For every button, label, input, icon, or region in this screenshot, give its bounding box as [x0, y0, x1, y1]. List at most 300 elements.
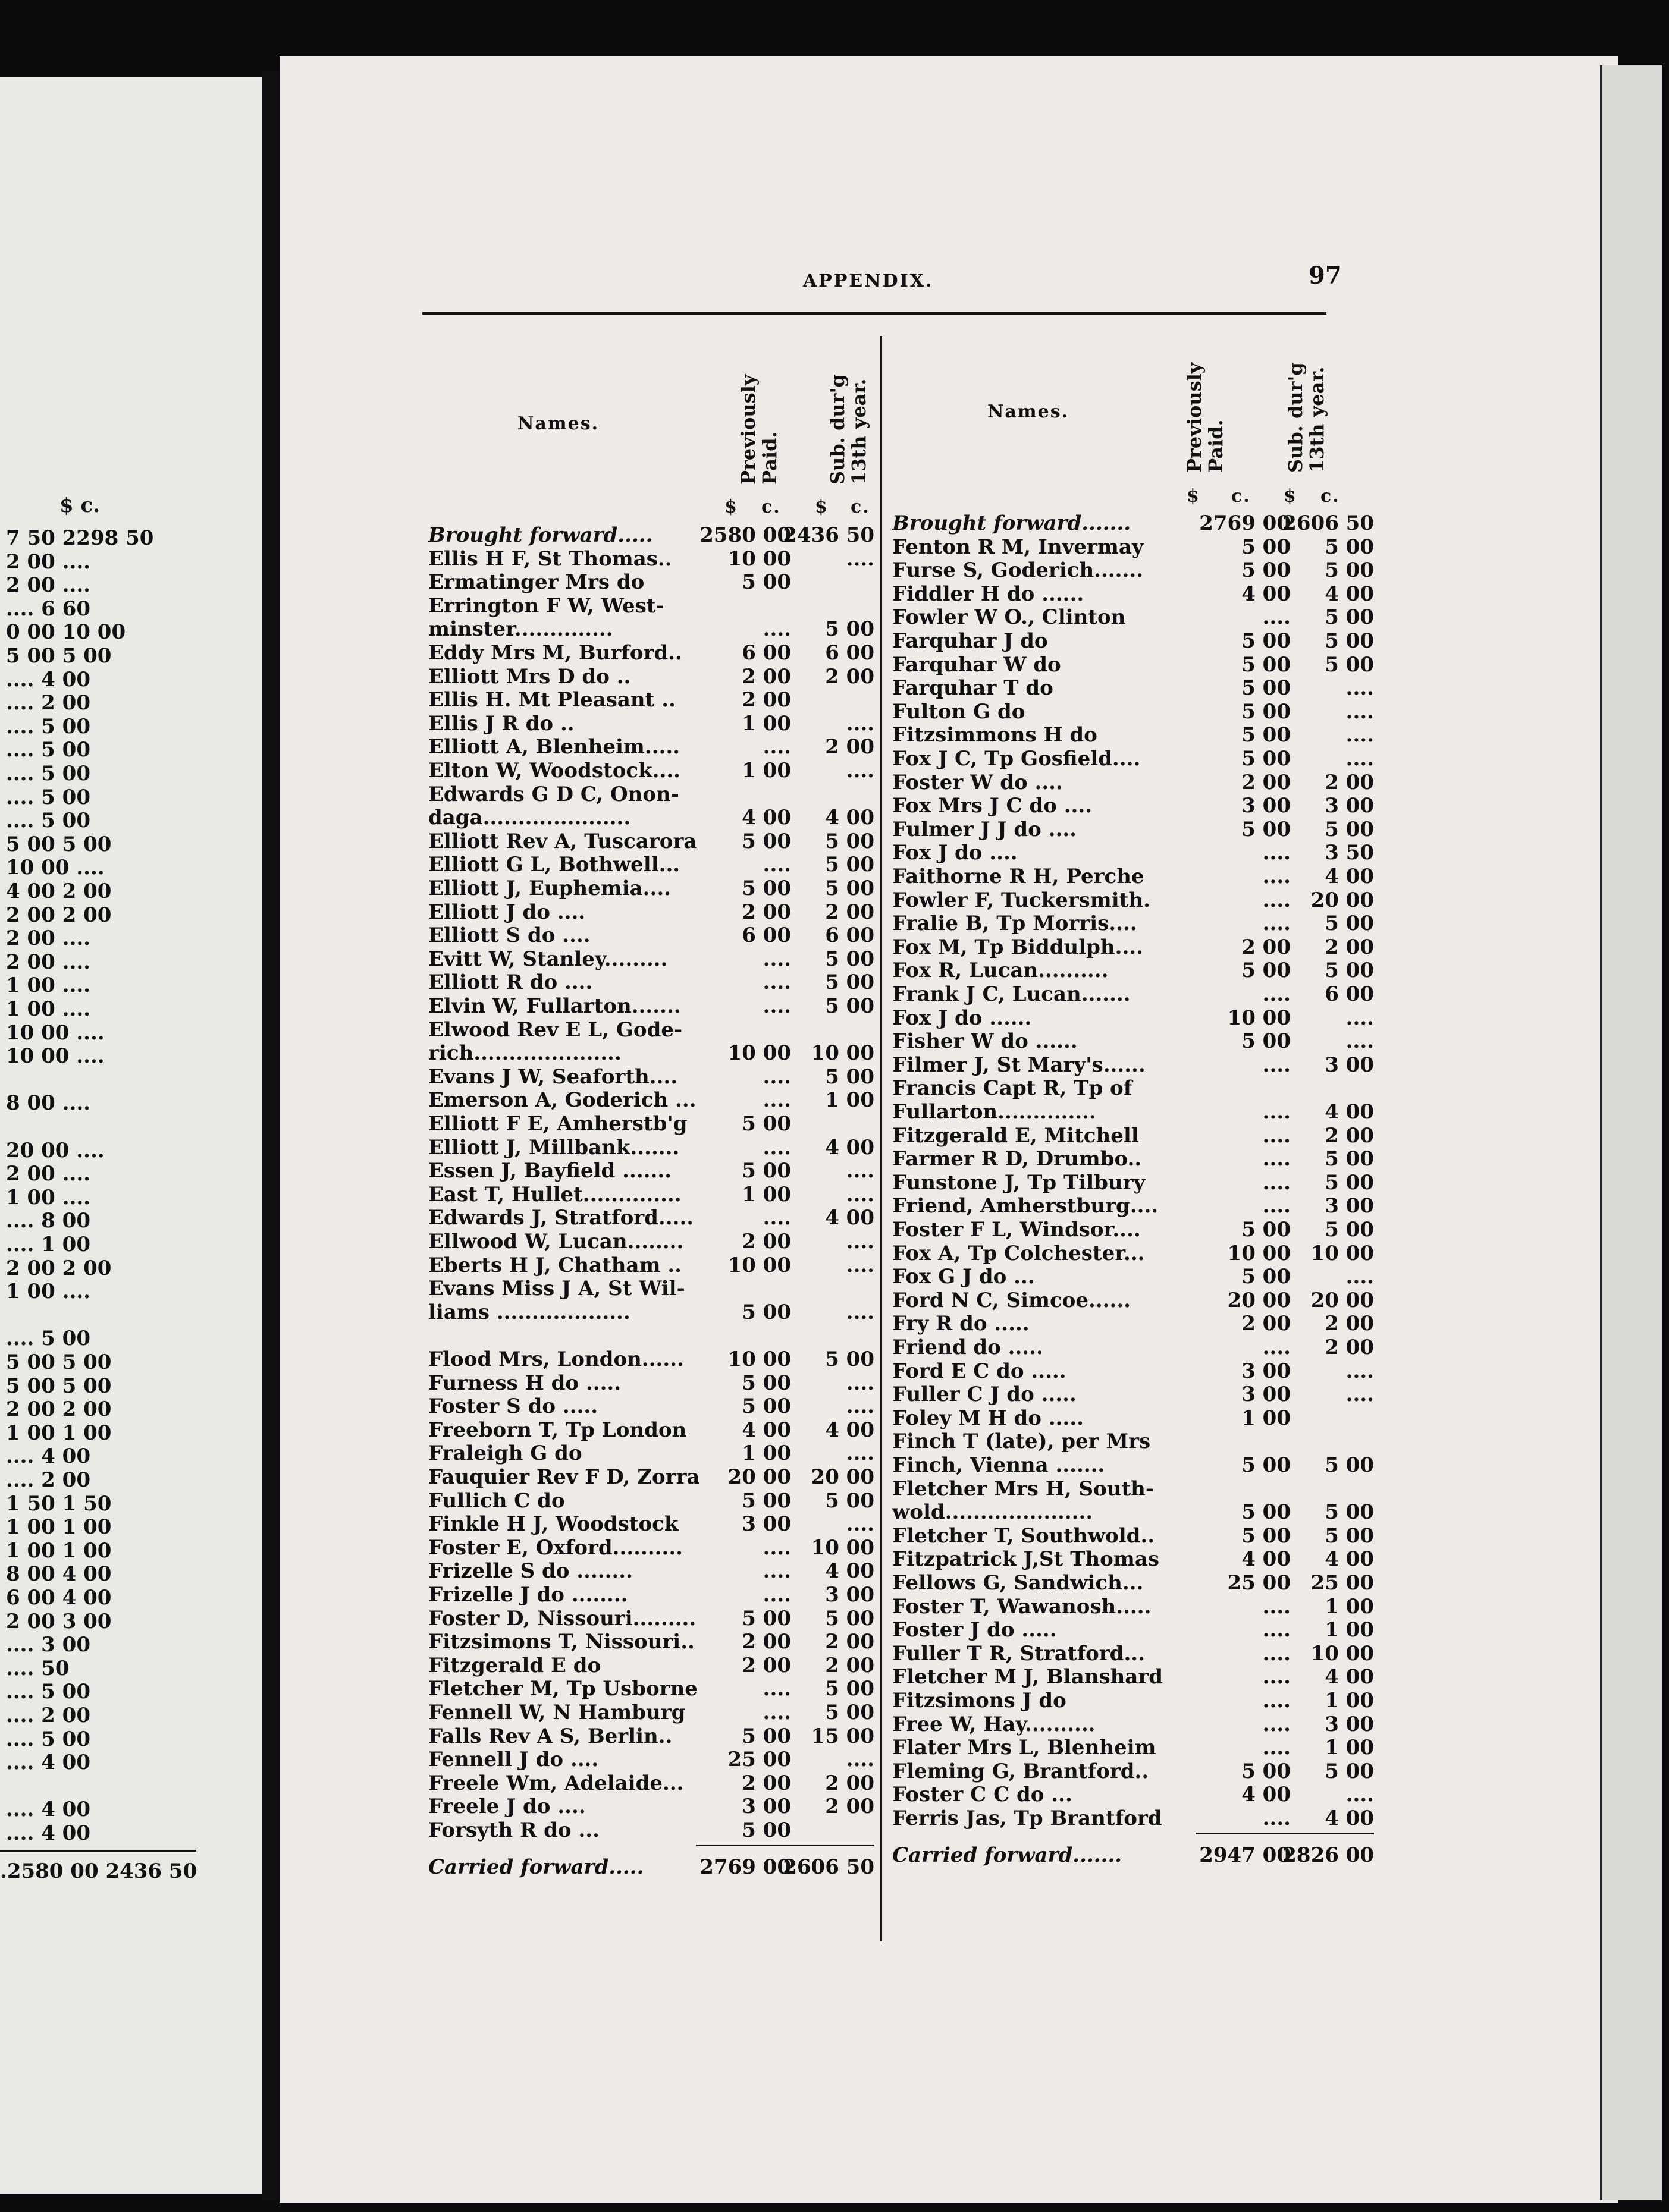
subscription-value: 6 00 — [825, 923, 874, 948]
entry-name: Edwards J, Stratford..... — [428, 1206, 694, 1230]
table-row — [892, 1053, 1380, 1077]
subscription-value: .... — [1345, 1359, 1374, 1383]
subscription-value: 5 00 — [1325, 1453, 1374, 1477]
entry-name: Farquhar J do — [892, 629, 1048, 653]
subscription-value: .... — [1345, 1382, 1374, 1407]
previously-paid-value: .... — [1262, 1594, 1291, 1619]
subscription-value: .... — [846, 1394, 874, 1419]
subscription-value: 5 00 — [825, 1064, 874, 1089]
previously-paid-value: 10 00 — [727, 1253, 791, 1277]
table-row — [428, 735, 880, 759]
previously-paid-value: 5 00 — [1241, 652, 1291, 677]
entry-name: Fox J do ...... — [892, 1006, 1032, 1030]
subscription-value: 25 00 — [1310, 1571, 1374, 1595]
previously-paid-value: 25 00 — [727, 1748, 791, 1772]
entry-name: Essen J, Bayfield ....... — [428, 1159, 672, 1183]
entry-name: East T, Hullet.............. — [428, 1182, 682, 1206]
table-row — [428, 830, 880, 853]
entry-name: Fox Mrs J C do .... — [892, 794, 1093, 818]
table-row — [892, 1429, 1380, 1453]
sub-13th-header-left: Sub. dur'g 13th year. — [826, 374, 870, 485]
entry-name: Francis Capt R, Tp of — [892, 1076, 1132, 1101]
table-row — [428, 900, 880, 924]
left-page-row: 5 00 5 00 — [6, 644, 112, 668]
subscription-value: .... — [846, 1159, 874, 1183]
previously-paid-value: 2580 00 — [699, 523, 791, 547]
table-row — [428, 712, 880, 736]
entry-name: Frank J C, Lucan....... — [892, 982, 1131, 1006]
entry-name: Furse S, Goderich....... — [892, 558, 1144, 583]
previously-paid-value: .... — [1262, 865, 1291, 888]
left-page-row: 2 00 2 00 — [6, 903, 112, 927]
subscription-value: 5 00 — [825, 1677, 874, 1701]
table-row — [892, 1571, 1380, 1595]
entry-name: Fennell J do .... — [428, 1748, 599, 1772]
entry-name: Foster S do ..... — [428, 1394, 598, 1419]
subscription-value: .... — [1345, 676, 1374, 700]
cents-left-sub: c. — [851, 497, 870, 517]
table-row — [428, 1654, 880, 1677]
entry-name: Elton W, Woodstock.... — [428, 759, 681, 783]
table-row — [428, 1088, 880, 1112]
dollar-left-sub: $ — [815, 497, 829, 517]
table-row — [428, 1112, 880, 1136]
previously-paid-value: .... — [1262, 1712, 1291, 1736]
previously-paid-value: 20 00 — [1227, 1288, 1291, 1312]
entry-name: Ermatinger Mrs do — [428, 570, 645, 595]
previously-paid-value: 4 00 — [1241, 1783, 1291, 1807]
entry-name: Foster F L, Windsor.... — [892, 1218, 1141, 1242]
left-page-row: 2 00 2 00 — [6, 1397, 112, 1422]
entry-name: Fleming G, Brantford.. — [892, 1759, 1149, 1783]
previously-paid-value: 5 00 — [1241, 699, 1291, 724]
left-page-row: .... 5 00 — [6, 714, 90, 739]
entry-name: Fox R, Lucan.......... — [892, 959, 1109, 983]
table-row — [892, 1642, 1380, 1666]
subscription-value: 4 00 — [1325, 582, 1374, 606]
subscription-value: .... — [846, 1300, 874, 1324]
left-page-row: 2 00 .... — [6, 573, 90, 598]
table-row — [892, 1171, 1380, 1195]
entry-name: Fitzgerald E, Mitchell — [892, 1123, 1139, 1148]
entry-name: Elliott S do .... — [428, 923, 591, 948]
subscription-value: 5 00 — [825, 876, 874, 900]
subscription-value: 3 00 — [1325, 1712, 1374, 1736]
table-row — [428, 1065, 880, 1089]
subscription-value: 2606 50 — [783, 1855, 874, 1879]
subscription-value: 5 00 — [1325, 652, 1374, 677]
subscription-value: .... — [1345, 1265, 1374, 1289]
previously-paid-value: 5 00 — [1241, 1523, 1291, 1548]
entry-name: Farquhar T do — [892, 676, 1053, 700]
entry-name: Fisher W do ...... — [892, 1029, 1078, 1054]
dollar-right-sub: $ — [1284, 486, 1297, 507]
table-row — [428, 1041, 880, 1065]
table-row — [892, 1359, 1380, 1383]
left-page-row: .... 5 00 — [6, 809, 90, 833]
entry-name: Ellis H F, St Thomas.. — [428, 546, 672, 571]
entry-name: rich..................... — [428, 1041, 622, 1066]
previously-paid-value: 5 00 — [1241, 1265, 1291, 1289]
subscription-value: 10 00 — [1310, 1641, 1374, 1666]
previously-paid-value: 3 00 — [1241, 1382, 1291, 1407]
table-row — [892, 912, 1380, 935]
table-row — [892, 1194, 1380, 1218]
table-row — [428, 1159, 880, 1183]
subscription-value: 1 00 — [825, 1088, 874, 1113]
subscription-value: .... — [846, 1512, 874, 1537]
left-page-row: .... 5 00 — [6, 762, 90, 785]
subscription-value: 4 00 — [825, 1206, 874, 1230]
subscription-value: 5 00 — [825, 947, 874, 971]
subscription-value: 5 00 — [825, 970, 874, 995]
previously-paid-value: 2947 00 — [1199, 1843, 1291, 1867]
previously-paid-value: .... — [1262, 1336, 1291, 1359]
table-row — [892, 1336, 1380, 1359]
previously-paid-value: .... — [1262, 1147, 1291, 1171]
entry-name: Fitzpatrick J,St Thomas — [892, 1547, 1159, 1572]
table-row — [892, 558, 1380, 582]
subscription-value: 4 00 — [1325, 1100, 1374, 1124]
entry-name: Elliott Rev A, Tuscarora — [428, 829, 697, 853]
previously-paid-value: 2769 00 — [699, 1855, 791, 1879]
subscription-value: 5 00 — [825, 1347, 874, 1371]
entry-name: Brought forward....... — [892, 511, 1131, 535]
subscription-value: 2 00 — [1325, 935, 1374, 959]
entry-name: Carried forward..... — [428, 1855, 644, 1879]
entry-name: Elliott Mrs D do .. — [428, 664, 631, 689]
left-page-row: 2 00 .... — [6, 926, 90, 951]
entry-name: Fowler F, Tuckersmith. — [892, 888, 1150, 912]
left-page-row: 10 00 .... — [6, 1044, 105, 1069]
previously-paid-value: 5 00 — [742, 829, 791, 853]
previously-paid-value: .... — [763, 994, 791, 1018]
entry-name: Foster W do .... — [892, 770, 1063, 794]
entry-name: Elliott F E, Amherstb'g — [428, 1112, 688, 1136]
subscription-value: .... — [846, 546, 874, 571]
left-page-row: 10 00 .... — [6, 856, 105, 880]
entry-name: Ellis J R do .. — [428, 711, 575, 736]
table-row — [428, 1607, 880, 1630]
table-row — [892, 982, 1380, 1006]
left-page-row: 1 00 .... — [6, 973, 90, 998]
left-page-row: .... 2 00 — [6, 1468, 90, 1492]
entry-name: minster.............. — [428, 617, 613, 642]
previously-paid-value: 4 00 — [742, 806, 791, 830]
entry-name: Ellwood W, Lucan........ — [428, 1230, 684, 1253]
table-row — [428, 688, 880, 712]
entry-name: Fox G J do ... — [892, 1265, 1035, 1289]
subscription-value: 4 00 — [825, 806, 874, 830]
subscription-value: 1 00 — [1325, 1736, 1374, 1760]
table-row — [892, 1477, 1380, 1501]
page-number: 97 — [1309, 262, 1342, 290]
table-row — [892, 1547, 1380, 1571]
left-page-row: .... 3 00 — [6, 1633, 90, 1657]
previously-paid-value: 10 00 — [727, 546, 791, 571]
entry-name: Fauquier Rev F D, Zorra — [428, 1465, 700, 1489]
previously-paid-value: 5 00 — [1241, 959, 1291, 983]
subscription-value: 20 00 — [811, 1465, 874, 1489]
entry-name: Forsyth R do ... — [428, 1818, 600, 1842]
table-row — [428, 1371, 880, 1395]
entry-name: Furness H do ..... — [428, 1371, 622, 1395]
subscription-value: 4 00 — [825, 1418, 874, 1442]
table-row — [428, 994, 880, 1018]
table-row — [428, 876, 880, 900]
previously-paid-value: .... — [1262, 841, 1291, 865]
table-row — [892, 582, 1380, 606]
subscription-value: 2 00 — [1325, 770, 1374, 794]
sub-13th-header-right: Sub. dur'g 13th year. — [1284, 362, 1328, 473]
page-edge — [1600, 65, 1662, 2200]
table-row — [892, 1665, 1380, 1689]
entry-name: Fox J C, Tp Gosfield.... — [892, 747, 1141, 771]
previously-paid-value: 3 00 — [742, 1512, 791, 1537]
entry-name: Evitt W, Stanley......... — [428, 947, 668, 971]
table-row — [428, 570, 880, 594]
table-row — [892, 676, 1380, 700]
entry-name: Flater Mrs L, Blenheim — [892, 1736, 1156, 1760]
subscription-value: 5 00 — [1325, 1147, 1374, 1171]
carried-forward-row — [428, 1855, 880, 1879]
left-page-row: .... 5 00 — [6, 1680, 90, 1704]
entry-name: Fitzsimons J do — [892, 1689, 1066, 1713]
table-row — [428, 1394, 880, 1418]
total-rule — [1196, 1833, 1374, 1834]
left-page-row: 2 00 .... — [6, 950, 90, 974]
table-row — [892, 535, 1380, 559]
previously-paid-value: .... — [1262, 1100, 1291, 1124]
previously-paid-value: 1 00 — [742, 711, 791, 736]
previously-paid-value: .... — [1262, 605, 1291, 630]
table-row — [428, 1818, 880, 1842]
entry-name: Evans Miss J A, St Wil- — [428, 1277, 685, 1301]
left-page-row: .... 2 00 — [6, 691, 90, 715]
previously-paid-value: 5 00 — [742, 1606, 791, 1630]
page-title: APPENDIX. — [803, 271, 934, 291]
table-row — [892, 841, 1380, 865]
table-row — [892, 771, 1380, 794]
subscription-value: .... — [846, 759, 874, 783]
previously-paid-value: .... — [1262, 1194, 1291, 1218]
table-row — [428, 1630, 880, 1654]
left-page-header: $ c. — [59, 494, 101, 517]
entry-name: Foster T, Wawanosh..... — [892, 1594, 1152, 1619]
subscription-value: 5 00 — [1325, 1218, 1374, 1242]
table-row — [428, 1136, 880, 1160]
table-row — [892, 629, 1380, 653]
previously-paid-value: .... — [763, 853, 791, 877]
previously-paid-value: .... — [763, 1583, 791, 1607]
subscription-value: .... — [1345, 747, 1374, 771]
table-row — [892, 794, 1380, 818]
previously-paid-value: .... — [763, 1535, 791, 1560]
subscription-value: 20 00 — [1310, 1288, 1374, 1312]
table-row — [428, 594, 880, 618]
subscription-value: 3 50 — [1325, 841, 1374, 865]
entry-name: Friend do ..... — [892, 1336, 1043, 1359]
subscription-value: 2 00 — [825, 664, 874, 689]
subscription-value: 5 00 — [1325, 629, 1374, 653]
table-row — [428, 1347, 880, 1371]
entry-name: Freeborn T, Tp London — [428, 1418, 687, 1442]
entry-name: Fuller C J do ..... — [892, 1382, 1077, 1407]
previously-paid-value: 10 00 — [1227, 1241, 1291, 1265]
subscription-value: 10 00 — [811, 1041, 874, 1066]
subscription-value: 2 00 — [825, 1630, 874, 1654]
previously-paid-value: 5 00 — [1241, 1218, 1291, 1242]
table-row — [428, 970, 880, 994]
names-header-right: Names. — [987, 401, 1069, 422]
table-row — [428, 1418, 880, 1442]
previously-paid-value: .... — [763, 1677, 791, 1701]
entry-name: Farquhar W do — [892, 652, 1061, 677]
table-row — [428, 1183, 880, 1206]
previously-paid-value: 5 00 — [742, 1488, 791, 1513]
table-row — [428, 1018, 880, 1042]
left-page-row: .... 8 00 — [6, 1209, 90, 1233]
previously-paid-value: 1 00 — [742, 1441, 791, 1466]
previously-paid-value: .... — [1262, 982, 1291, 1006]
left-page-row: 8 00 4 00 — [6, 1562, 112, 1586]
table-row — [428, 1489, 880, 1513]
cents-right-sub: c. — [1320, 486, 1340, 507]
left-page-total: .2580 00 2436 50 — [0, 1859, 197, 1883]
table-row — [428, 806, 880, 830]
previously-paid-value: 5 00 — [742, 1300, 791, 1324]
previously-paid-value: 2 00 — [1241, 1312, 1291, 1336]
entry-name: Elliott A, Blenheim..... — [428, 735, 680, 759]
subscription-value: .... — [846, 1748, 874, 1772]
previously-paid-value: 10 00 — [727, 1041, 791, 1066]
table-row — [892, 1618, 1380, 1642]
subscription-value: 4 00 — [1325, 1665, 1374, 1689]
subscription-value: 1 00 — [1325, 1594, 1374, 1619]
left-page-row: .... 4 00 — [6, 667, 90, 692]
table-row — [892, 1595, 1380, 1619]
entry-name: Elliott J, Euphemia.... — [428, 876, 671, 900]
subscription-value: 4 00 — [1325, 1547, 1374, 1572]
total-rule — [696, 1845, 874, 1846]
previously-paid-value: 3 00 — [1241, 1359, 1291, 1383]
table-row — [892, 1453, 1380, 1477]
entry-name: Ferris Jas, Tp Brantford — [892, 1806, 1162, 1830]
table-row — [892, 1006, 1380, 1030]
previously-paid-value: .... — [1262, 1123, 1291, 1148]
entry-name: liams ................... — [428, 1300, 630, 1324]
table-row — [428, 665, 880, 689]
entry-name: Eddy Mrs M, Burford.. — [428, 641, 682, 665]
subscription-value: 5 00 — [1325, 817, 1374, 841]
previously-paid-value: .... — [1262, 1052, 1291, 1077]
entry-name: Ford E C do ..... — [892, 1359, 1066, 1383]
subscription-value: 5 00 — [1325, 535, 1374, 559]
previously-paid-value: 6 00 — [742, 923, 791, 948]
entry-name: Ford N C, Simcoe...... — [892, 1288, 1131, 1312]
previously-paid-value: 4 00 — [1241, 1547, 1291, 1572]
entry-name: Elliott J do .... — [428, 900, 586, 924]
entry-name: wold..................... — [892, 1500, 1093, 1525]
cents-left-prev: c. — [761, 497, 781, 517]
previously-paid-value: 5 00 — [1241, 1453, 1291, 1477]
previously-paid-value: 1 00 — [742, 1182, 791, 1206]
entry-name: Fry R do ..... — [892, 1312, 1030, 1336]
left-page-row: .... 1 00 — [6, 1233, 90, 1256]
table-row — [428, 1324, 880, 1347]
table-row — [428, 853, 880, 876]
table-row — [428, 759, 880, 783]
table-row — [892, 1524, 1380, 1548]
subscription-value: 5 00 — [1325, 558, 1374, 583]
entry-name: Fletcher M, Tp Usborne — [428, 1677, 698, 1701]
left-page-row: 1 00 .... — [6, 997, 90, 1021]
subscription-value: 2606 50 — [1282, 511, 1374, 535]
subscription-value: 2 00 — [1325, 1336, 1374, 1359]
entry-name: Fox A, Tp Colchester... — [892, 1241, 1145, 1265]
entry-name: Elliott R do .... — [428, 970, 593, 995]
subscription-value: 3 00 — [1325, 1052, 1374, 1077]
subscription-value: 2826 00 — [1282, 1843, 1374, 1867]
table-row — [892, 1689, 1380, 1713]
book-gutter — [262, 71, 280, 2200]
entry-name: Finkle H J, Woodstock — [428, 1512, 679, 1537]
previously-paid-value: .... — [1262, 1689, 1291, 1713]
subscription-value: .... — [846, 1371, 874, 1395]
left-page-row: 5 00 5 00 — [6, 1374, 112, 1398]
entry-name: Fenton R M, Invermay — [892, 535, 1144, 559]
subscription-value: .... — [1345, 723, 1374, 747]
table-row — [892, 935, 1380, 959]
left-page-row: 2 00 3 00 — [6, 1609, 112, 1633]
subscription-value: 5 00 — [1325, 1759, 1374, 1783]
subscription-value: 5 00 — [825, 1606, 874, 1630]
previously-paid-value: .... — [1262, 888, 1291, 912]
previously-paid-value: 2769 00 — [1199, 511, 1291, 535]
entry-name: Elwood Rev E L, Gode- — [428, 1017, 683, 1042]
previously-paid-value: 2 00 — [1241, 935, 1291, 959]
previously-paid-value: 2 00 — [742, 688, 791, 712]
entry-name: Fulmer J J do .... — [892, 817, 1077, 841]
table-row — [892, 1265, 1380, 1289]
subscription-value: 6 00 — [825, 641, 874, 665]
entry-name: Brought forward..... — [428, 523, 653, 547]
entry-name: Foster C C do ... — [892, 1783, 1072, 1807]
table-row — [428, 1230, 880, 1253]
subscription-value: .... — [846, 1230, 874, 1253]
table-row — [892, 1100, 1380, 1124]
entry-name: Fraleigh G do — [428, 1441, 582, 1466]
subscription-value: 5 00 — [825, 1488, 874, 1513]
previously-paid-value: 4 00 — [1241, 582, 1291, 606]
previously-paid-value: 5 00 — [1241, 1029, 1291, 1054]
table-row — [892, 1124, 1380, 1148]
carried-forward-row — [892, 1843, 1380, 1867]
entry-name: Fox M, Tp Biddulph.... — [892, 935, 1143, 959]
table-row — [892, 723, 1380, 747]
previously-paid-value: 2 00 — [742, 1230, 791, 1253]
subscription-value: 5 00 — [1325, 1500, 1374, 1525]
subscription-value: 3 00 — [825, 1583, 874, 1607]
left-page-row: 6 00 4 00 — [6, 1586, 112, 1610]
left-page-row: .... 5 00 — [6, 1327, 90, 1351]
entry-name: Errington F W, West- — [428, 593, 664, 618]
entry-name: Freele Wm, Adelaide... — [428, 1771, 684, 1795]
entry-name: Elliott G L, Bothwell... — [428, 853, 680, 877]
left-page-row: 10 00 .... — [6, 1020, 105, 1045]
header-rule — [422, 312, 1326, 315]
previously-paid-value: .... — [1262, 1806, 1291, 1830]
